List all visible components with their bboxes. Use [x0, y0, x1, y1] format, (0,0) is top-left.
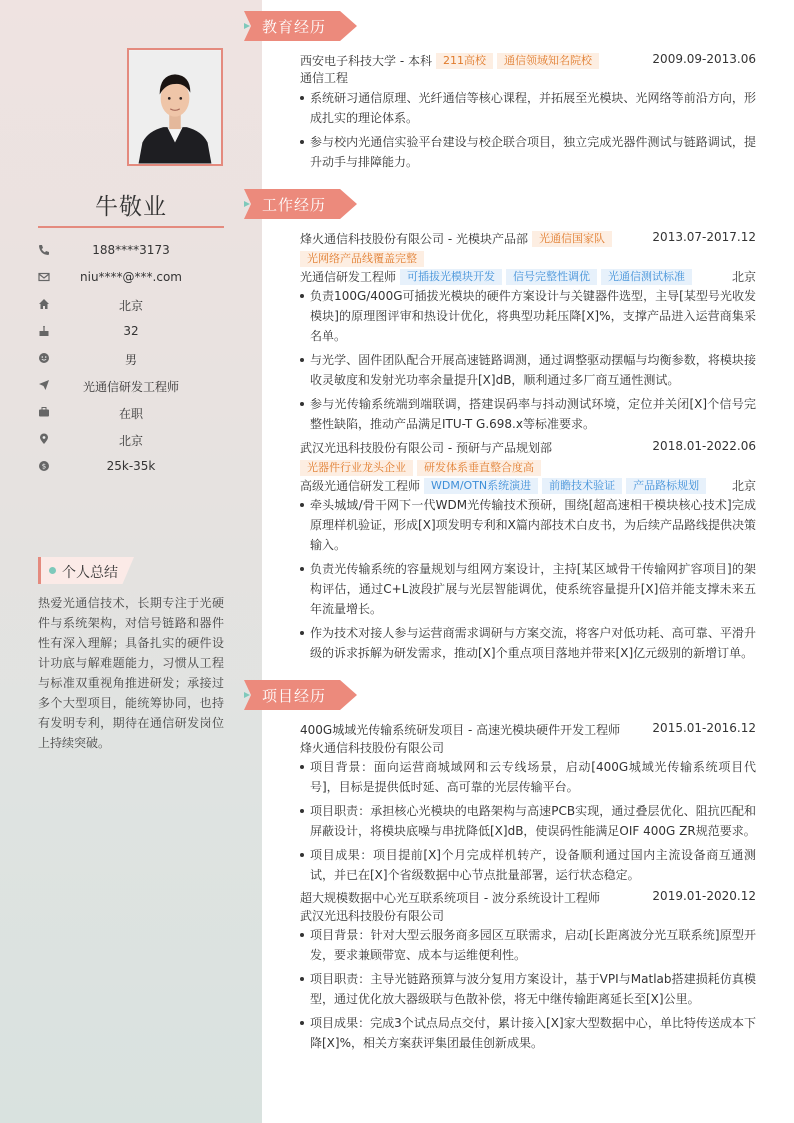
- school-tag: 211高校: [436, 53, 493, 69]
- status-value: 在职: [118, 407, 143, 421]
- role-tag: 产品路标规划: [626, 478, 706, 494]
- job-bullet: 牵头城域/骨干网下一代WDM光传输技术预研，围绕[超高速相干模块核心技术]完成原理样机验证，形成[X]项发明专利和X篇内部技术白皮书，为后续产品路线提供决策输入。: [300, 495, 756, 555]
- info-email: [38, 270, 224, 288]
- work-title: 工作经历: [262, 196, 327, 214]
- education-title: 教育经历: [262, 18, 327, 36]
- info-home: [38, 297, 224, 315]
- project-bullet: 项目职责：承担核心光模块的电路架构与高速PCB实现，通过叠层优化、阻抗匹配和屏蔽设计，将模块底噪与串扰降低[X]dB，使误码性能满足OIF 400G ZR规范要求。: [300, 801, 756, 841]
- role-tag: 光通信测试标准: [601, 269, 692, 285]
- company-tag: 光网络产品线覆盖完整: [300, 251, 424, 267]
- project-bullet: 项目成果：项目提前[X]个月完成样机转产，设备顺利通过国内主流设备商互通测试，并已在[X]个省级数据中心节点批量部署，运行状态稳定。: [300, 845, 756, 885]
- arrow-icon: [244, 23, 250, 29]
- svg-text:$: $: [41, 462, 47, 471]
- info-location: [38, 432, 224, 450]
- info-position: [38, 378, 224, 396]
- summary-text: 热爱光通信技术，长期专注于光硬件与系统架构，对信号链路和器件性有深入理解；具备扎实的硬件设计功底与解难题能力，习惯从工程与标准双重视角推进研发；承接过多个大型项目，能统筹协同，也持有发明专利，期待在通信研发岗位上持续突破。: [38, 596, 224, 750]
- job-bullet: 负责光传输系统的容量规划与组网方案设计，主持[某区域骨干传输网扩容项目]的架构评估，通过C+L波段扩展与光层智能调优，使系统容量提升[X]倍并能支撑未来五年流量增长。: [300, 559, 756, 619]
- job-role: 高级光通信研发工程师: [300, 479, 421, 493]
- education-bullet: 系统研习通信原理、光纤通信等核心课程，并拓展至光模块、光网络等前沿方向，形成扎实的理论体系。: [300, 88, 756, 128]
- job-company-line: [300, 439, 756, 457]
- name-divider: [38, 226, 224, 228]
- salary-value: 25k-35k: [106, 459, 156, 473]
- job-role: 光通信研发工程师: [300, 270, 397, 284]
- project-bullet: 项目背景：针对大型云服务商多园区互联需求，启动[长距离波分光互联系统]原型开发，要求兼顾带宽、成本与运维便利性。: [300, 925, 756, 965]
- education-heading: [244, 11, 357, 41]
- gender-value: 男: [124, 353, 137, 367]
- job-bullet: 与光学、固件团队配合开展高速链路调测，通过调整驱动摆幅与均衡参数，将模块接收灵敏度和发射光功率余量提升[X]dB，顺利通过多厂商互通性测试。: [300, 350, 756, 390]
- project-bullet: 项目背景：面向运营商城域网和云专线场景，启动[400G城域光传输系统项目代号]，目标是提供低时延、高可靠的光层传输平台。: [300, 757, 756, 797]
- education-bullet: 参与校内光通信实验平台建设与校企联合项目，独立完成光器件测试与链路调试，提升动手与排障能力。: [300, 132, 756, 172]
- job-date: 2018.01-2022.06: [652, 439, 756, 453]
- job-city: 北京: [731, 479, 756, 493]
- arrow-icon: [244, 692, 250, 698]
- project-company: 武汉光迅科技股份有限公司: [300, 909, 445, 923]
- project-date: 2015.01-2016.12: [652, 721, 756, 735]
- project-company: 烽火通信科技股份有限公司: [300, 741, 445, 755]
- education-school-line: [300, 52, 756, 70]
- avatar-portrait: [129, 50, 221, 164]
- age-value: 32: [123, 324, 139, 338]
- job-company: 烽火通信科技股份有限公司 - 光模块产品部: [300, 232, 528, 246]
- job-city: 北京: [731, 270, 756, 284]
- info-phone: [38, 243, 224, 261]
- project-name: 400G城域光传输系统研发项目 - 高速光模块硬件开发工程师: [300, 723, 621, 737]
- projects-heading: [244, 680, 357, 710]
- role-tag: 可插拔光模块开发: [400, 269, 502, 285]
- job-bullet: 参与光传输系统端到端联调，搭建误码率与抖动测试环境，定位并关闭[X]个信号完整性缺陷，推动产品满足ITU-T G.698.x等标准要求。: [300, 394, 756, 434]
- projects-title: 项目经历: [262, 687, 327, 705]
- role-tag: 信号完整性调优: [506, 269, 597, 285]
- project-name: 超大规模数据中心光互联系统项目 - 波分系统设计工程师: [300, 891, 600, 905]
- info-gender: [38, 351, 224, 369]
- summary-title: 个人总结: [62, 565, 118, 581]
- project-name-line: [300, 721, 756, 739]
- job-date: 2013.07-2017.12: [652, 230, 756, 244]
- info-salary: [38, 459, 224, 477]
- company-tag: 光器件行业龙头企业: [300, 460, 413, 476]
- role-tag: 前瞻技术验证: [542, 478, 622, 494]
- job-company: 武汉光迅科技股份有限公司 - 预研与产品规划部: [300, 441, 552, 455]
- school-tag: 通信领域知名院校: [497, 53, 599, 69]
- job-bullet: 负责100G/400G可插拔光模块的硬件方案设计与关键器件选型，主导[某型号光收发模块]的原理图评审和热设计优化，将典型功耗压降[X]%，支撑产品进入运营商集采名单。: [300, 286, 756, 346]
- bullet-dot-icon: [49, 567, 56, 574]
- education-major: 通信工程: [300, 71, 349, 85]
- email-value: niu****@***.com: [80, 270, 182, 284]
- job-company-line: [300, 230, 756, 248]
- info-age: [38, 324, 224, 342]
- position-value: 光通信研发工程师: [82, 380, 179, 394]
- project-date: 2019.01-2020.12: [652, 889, 756, 903]
- profile-photo: [127, 48, 223, 166]
- project-name-line: [300, 889, 756, 907]
- job-role-line: [300, 477, 756, 495]
- job-role-line: [300, 268, 756, 286]
- project-bullet: 项目职责：主导光链路预算与波分复用方案设计，基于VPI与Matlab搭建损耗仿真模型，通过优化放大器级联与色散补偿，将无中继传输距离延长至[X]公里。: [300, 969, 756, 1009]
- company-tag: 研发体系垂直整合度高: [417, 460, 541, 476]
- location-value: 北京: [118, 434, 143, 448]
- job-bullet: 作为技术对接人参与运营商需求调研与方案交流，将客户对低功耗、高可靠、平滑升级的诉求拆解为研发需求，推动[X]个重点项目落地并带来[X]亿元级别的新增订单。: [300, 623, 756, 663]
- company-tag: 光通信国家队: [532, 231, 612, 247]
- phone-value: 188****3173: [92, 243, 170, 257]
- work-heading: [244, 189, 357, 219]
- education-date: 2009.09-2013.06: [652, 52, 756, 66]
- info-status: [38, 405, 224, 423]
- project-bullet: 项目成果：完成3个试点局点交付，累计接入[X]家大型数据中心，单比特传送成本下降[X]%，相关方案获评集团最佳创新成果。: [300, 1013, 756, 1053]
- school-name: 西安电子科技大学 - 本科: [300, 54, 432, 68]
- job-company-tags-line: [296, 250, 752, 268]
- job-company-tags-line: [296, 459, 752, 477]
- summary-heading: [38, 557, 134, 584]
- candidate-name: 牛敬业: [95, 194, 167, 220]
- arrow-icon: [244, 201, 250, 207]
- role-tag: WDM/OTN系统演进: [424, 478, 538, 494]
- home-value: 北京: [118, 299, 143, 313]
